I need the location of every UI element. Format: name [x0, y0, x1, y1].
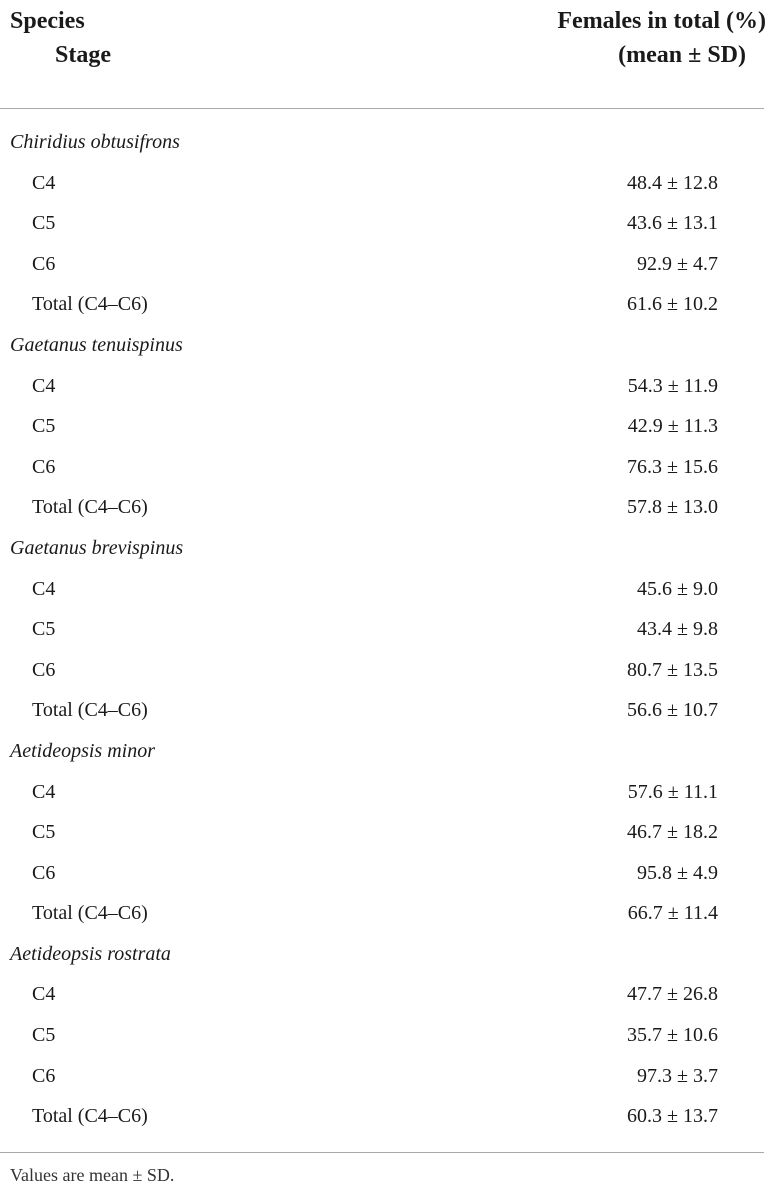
stage-cell: C5 — [32, 618, 56, 641]
stage-cell: C4 — [32, 577, 56, 600]
value-cell: 92.9 ± 4.7 — [637, 252, 718, 275]
females-header-line2: (mean ± SD) — [618, 42, 746, 68]
table-body — [0, 122, 772, 1137]
stage-cell: C6 — [32, 861, 56, 884]
stage-cell: C6 — [32, 1064, 56, 1087]
table-row — [0, 284, 772, 325]
stage-cell: Total (C4–C6) — [32, 902, 148, 925]
table-row — [0, 853, 772, 894]
species-row — [0, 934, 772, 975]
stage-cell: Total (C4–C6) — [32, 293, 148, 316]
table-header — [0, 0, 772, 108]
value-cell: 43.6 ± 13.1 — [627, 212, 718, 235]
value-cell: 76.3 ± 15.6 — [627, 455, 718, 478]
table-row — [0, 1015, 772, 1056]
stage-column-header: Stage — [55, 42, 111, 68]
table-row — [0, 366, 772, 407]
value-cell: 97.3 ± 3.7 — [637, 1064, 718, 1087]
value-cell: 54.3 ± 11.9 — [627, 374, 718, 397]
value-cell: 57.8 ± 13.0 — [627, 496, 718, 519]
females-column-header — [557, 4, 766, 72]
table-row — [0, 772, 772, 813]
species-row — [0, 325, 772, 366]
females-header-line1: Females in total (%) — [557, 8, 766, 34]
stage-cell: C6 — [32, 455, 56, 478]
value-cell: 42.9 ± 11.3 — [627, 415, 718, 438]
value-cell: 60.3 ± 13.7 — [627, 1105, 718, 1128]
value-cell: 66.7 ± 11.4 — [627, 902, 718, 925]
table-row — [0, 244, 772, 285]
table-row — [0, 447, 772, 488]
value-cell: 48.4 ± 12.8 — [627, 171, 718, 194]
species-row — [0, 122, 772, 163]
stage-cell: C6 — [32, 658, 56, 681]
stage-cell: C5 — [32, 821, 56, 844]
species-name: Aetideopsis minor — [10, 739, 155, 762]
footer-divider — [0, 1152, 764, 1153]
stage-cell: C5 — [32, 1024, 56, 1047]
table-row — [0, 1056, 772, 1097]
table-row — [0, 609, 772, 650]
value-cell: 47.7 ± 26.8 — [627, 983, 718, 1006]
species-stage-header — [10, 4, 111, 72]
table-row — [0, 690, 772, 731]
table-row — [0, 487, 772, 528]
value-cell: 57.6 ± 11.1 — [627, 780, 718, 803]
species-name: Chiridius obtusifrons — [10, 131, 180, 153]
value-cell: 43.4 ± 9.8 — [637, 618, 718, 641]
value-cell: 95.8 ± 4.9 — [637, 861, 718, 884]
stage-cell: C4 — [32, 374, 56, 397]
table-row — [0, 974, 772, 1015]
stage-cell: C4 — [32, 780, 56, 803]
species-name: Aetideopsis rostrata — [10, 942, 171, 965]
stage-cell: Total (C4–C6) — [32, 1105, 148, 1128]
species-name: Gaetanus brevispinus — [10, 536, 184, 559]
species-row — [0, 528, 772, 569]
stage-cell: Total (C4–C6) — [32, 699, 148, 722]
value-cell: 45.6 ± 9.0 — [637, 577, 718, 600]
species-column-header: Species — [10, 8, 85, 34]
value-cell: 80.7 ± 13.5 — [627, 658, 718, 681]
table-footnote: Values are mean ± SD. — [10, 1165, 175, 1185]
species-row — [0, 731, 772, 772]
table-row — [0, 893, 772, 934]
value-cell: 46.7 ± 18.2 — [627, 821, 718, 844]
table-row — [0, 163, 772, 204]
species-name: Gaetanus tenuispinus — [10, 333, 183, 356]
table-row — [0, 1096, 772, 1137]
stage-cell: Total (C4–C6) — [32, 496, 148, 519]
value-cell: 56.6 ± 10.7 — [627, 699, 718, 722]
table-row — [0, 650, 772, 691]
stage-cell: C6 — [32, 252, 56, 275]
value-cell: 61.6 ± 10.2 — [627, 293, 718, 316]
table-row — [0, 406, 772, 447]
value-cell: 35.7 ± 10.6 — [627, 1024, 718, 1047]
header-divider — [0, 108, 764, 109]
table-row — [0, 203, 772, 244]
stage-cell: C4 — [32, 171, 56, 194]
stage-cell: C5 — [32, 212, 56, 235]
table-row — [0, 569, 772, 610]
stage-cell: C5 — [32, 415, 56, 438]
table-row — [0, 812, 772, 853]
stage-cell: C4 — [32, 983, 56, 1006]
